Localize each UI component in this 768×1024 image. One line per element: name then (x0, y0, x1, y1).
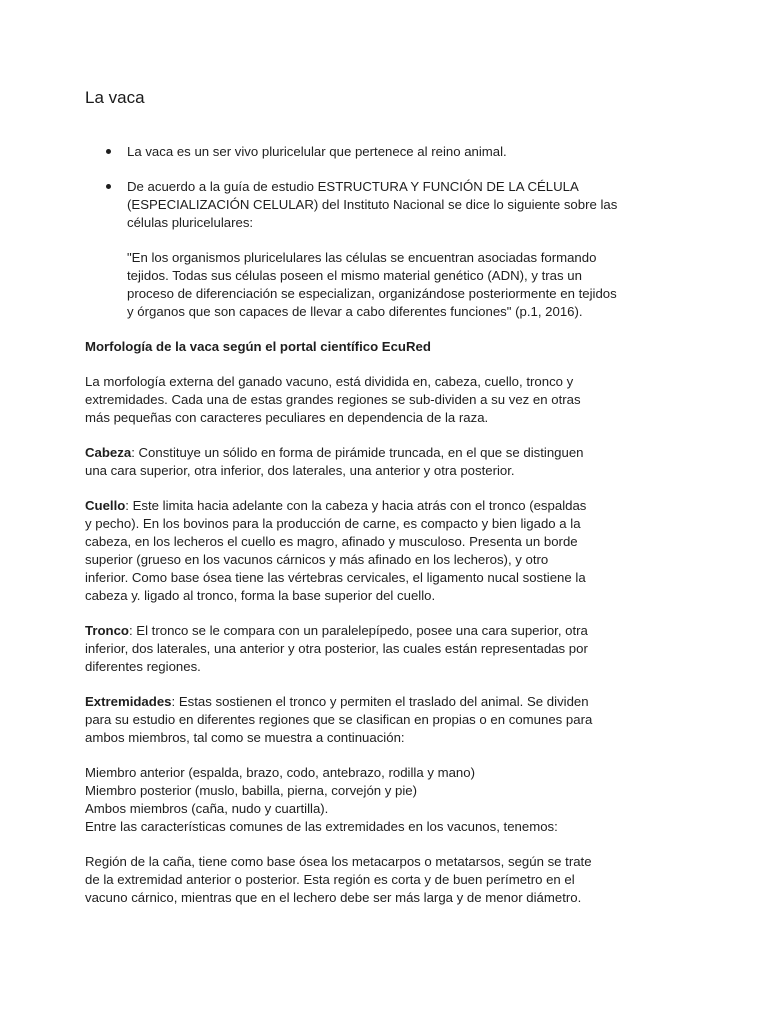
tronco-paragraph (85, 622, 595, 676)
tronco-label: Tronco (85, 623, 129, 638)
cuello-label: Cuello (85, 498, 126, 513)
bullet-text: De acuerdo a la guía de estudio ESTRUCTURA Y FUNCIÓN DE LA CÉLULA (ESPECIALIZACIÓN CELULAR) del Instituto Nacional se dice lo siguiente sobre las células pluricelulares: (127, 179, 618, 230)
tronco-text: : El tronco se le compara con un paralelepípedo, posee una cara superior, otra inferior, dos laterales, una anterior y otra posterior, las cuales están representadas por diferentes regiones. (85, 623, 588, 674)
extremidades-text: : Estas sostienen el tronco y permiten el traslado del animal. Se dividen para su estudio en diferentes regiones que se clasifican en propias o en comunes para ambos miembros, tal como se muestra a continuación: (85, 694, 593, 745)
bullet-icon (106, 184, 111, 189)
cabeza-text: : Constituye un sólido en forma de pirámide truncada, en el que se distinguen una cara superior, otra inferior, dos laterales, una anterior y otra posterior. (85, 445, 584, 478)
list-item (85, 178, 625, 321)
bullet-icon (106, 149, 111, 154)
bullet-text: La vaca es un ser vivo pluricelular que pertenece al reino animal. (127, 144, 507, 159)
ambos-miembros-line: Ambos miembros (caña, nudo y cuartilla). (85, 801, 329, 816)
region-cana-paragraph: Región de la caña, tiene como base ósea los metacarpos o metatarsos, según se trate de la extremidad anterior o posterior. Esta región es corta y de buen perímetro en el vacuno cárnico, mientras que en el lechero debe ser más larga y de menor diámetro. (85, 854, 592, 905)
intro-paragraph: La morfología externa del ganado vacuno, está dividida en, cabeza, cuello, tronco y extremidades. Cada una de estas grandes regiones se sub-dividen a su vez en otras más pequeñas con caracteres peculiares en dependencia de la raza. (85, 374, 581, 425)
cuello-paragraph (85, 497, 595, 605)
extremidades-label: Extremidades (85, 694, 172, 709)
cabeza-label: Cabeza (85, 445, 132, 460)
extremidades-paragraph (85, 693, 595, 747)
cabeza-paragraph (85, 444, 595, 480)
bullet-list (85, 143, 625, 338)
page-title: La vaca (85, 88, 145, 107)
morfologia-section (85, 338, 595, 907)
list-item (85, 143, 625, 161)
comunes-line: Entre las características comunes de las extremidades en los vacunos, tenemos: (85, 819, 558, 834)
miembro-posterior-line: Miembro posterior (muslo, babilla, pierna, corvejón y pie) (85, 783, 418, 798)
miembro-anterior-line: Miembro anterior (espalda, brazo, codo, antebrazo, rodilla y mano) (85, 765, 475, 780)
cuello-text: : Este limita hacia adelante con la cabeza y hacia atrás con el tronco (espaldas y pecho). En los bovinos para la producción de carne, es compacto y bien ligado a la cabeza, en los lecheros el cuello es magro, afinado y musculoso. Presenta un borde superior (grueso en los vacunos cárnicos y más afinado en los lecheros), y otro inferior. Como base ósea tiene las vértebras cervicales, el ligamento nucal sostiene la cabeza y. ligado al tronco, forma la base superior del cuello. (85, 498, 587, 603)
section-heading: Morfología de la vaca según el portal científico EcuRed (85, 339, 431, 354)
quote-paragraph: "En los organismos pluricelulares las células se encuentran asociadas formando tejidos. Todas sus células poseen el mismo material genético (ADN), y tras un proceso de diferenciación se especializan, organizándose posteriormente en tejidos y órganos que son capaces de llevar a cabo diferentes funciones" (p.1, 2016). (127, 250, 617, 319)
